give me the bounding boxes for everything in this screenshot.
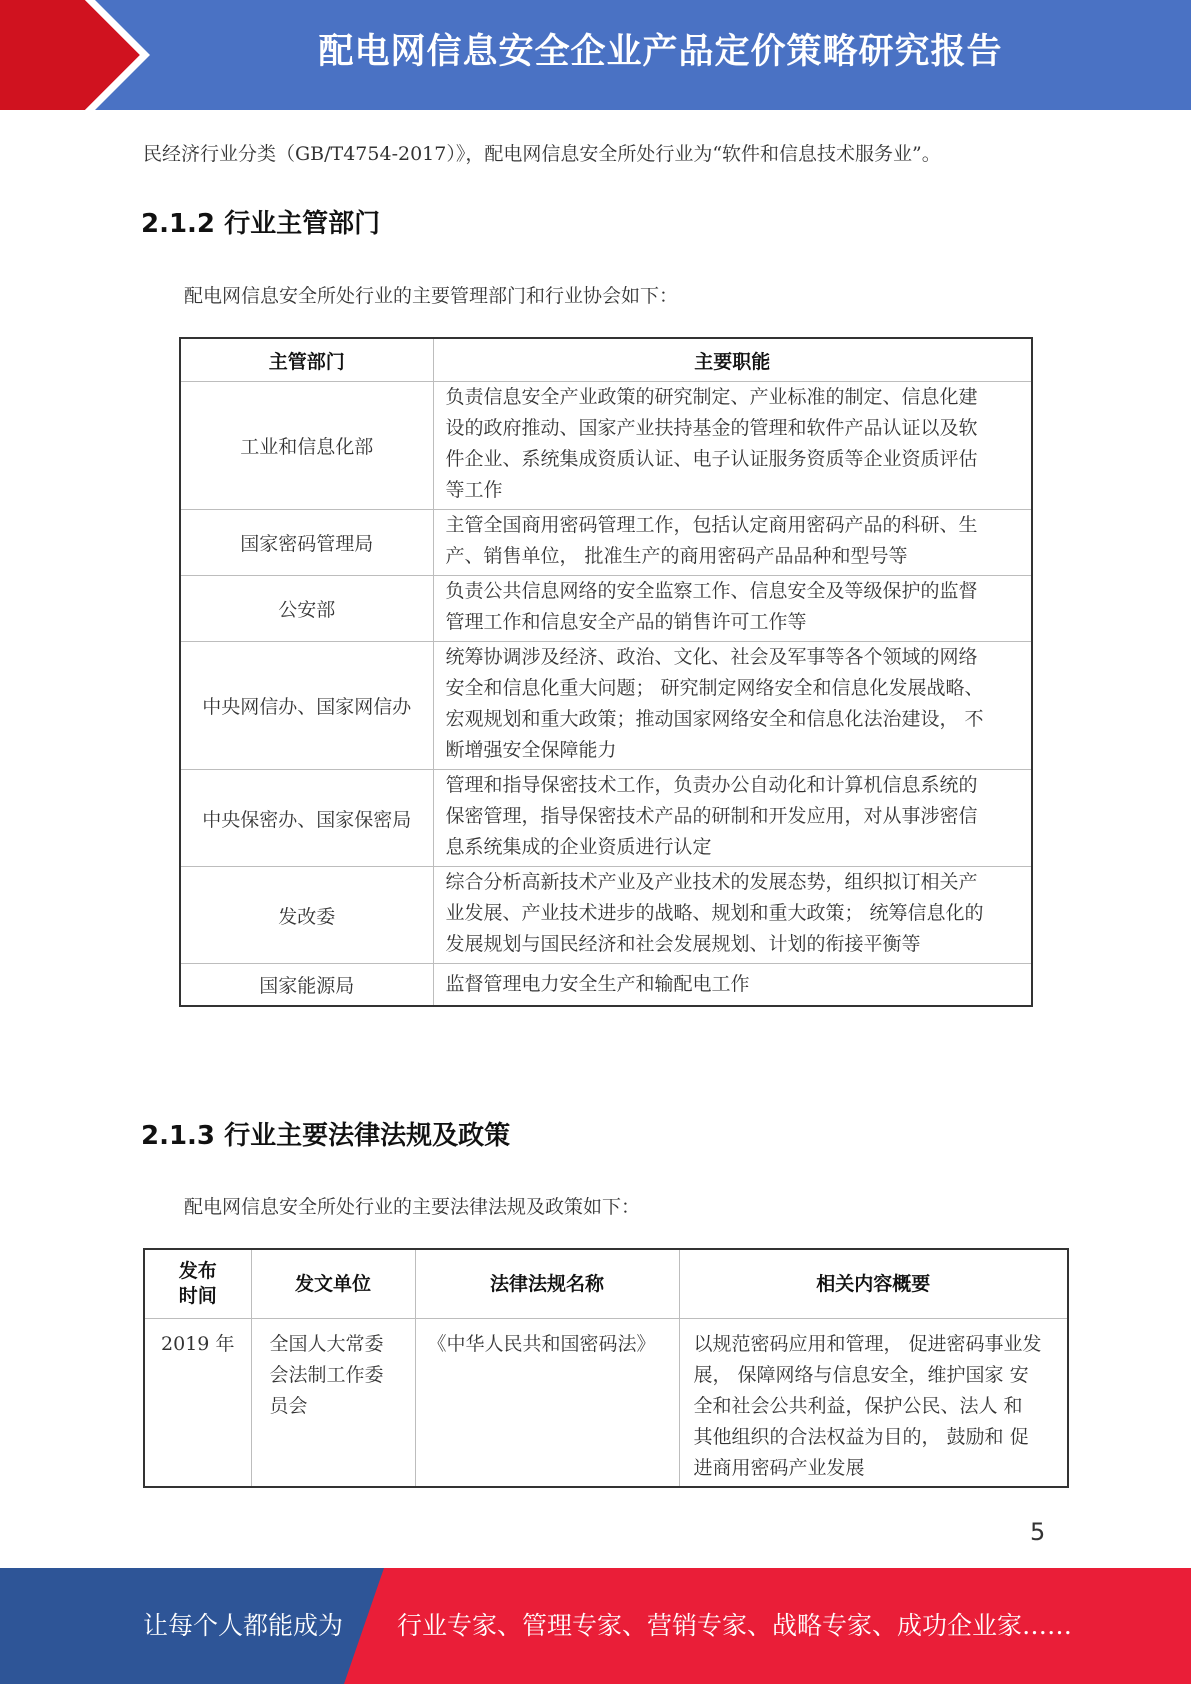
- dept-cell: 国家能源局: [180, 964, 433, 1006]
- authorities-table: [179, 337, 1033, 1007]
- issuer-line: 全国人大常委: [269, 1333, 384, 1355]
- duty-line: 设的政府推动、国家产业扶持基金的管理和软件产品认证以及软: [445, 417, 978, 439]
- section-heading-2-1-3: 2.1.3 行业主要法律法规及政策: [141, 1121, 511, 1151]
- duty-line: 管理工作和信息安全产品的销售许可工作等: [445, 611, 807, 633]
- duty-cell: [433, 642, 1032, 770]
- law-name-cell: 《中华人民共和国密码法》: [415, 1319, 679, 1488]
- footer-slogan-right: 行业专家、管理专家、营销专家、战略专家、成功企业家……: [397, 1611, 1073, 1640]
- table-row: [180, 964, 1032, 1006]
- summary-line: 其他组织的合法权益为目的， 鼓励和 促: [693, 1426, 1029, 1448]
- page-footer: [0, 1568, 1191, 1684]
- footer-slogan-left: 让每个人都能成为: [143, 1611, 344, 1640]
- duty-cell: [433, 576, 1032, 642]
- duty-line: 综合分析高新技术产业及产业技术的发展态势，组织拟订相关产: [445, 871, 978, 893]
- table-header-row: [144, 1249, 1068, 1319]
- duty-cell: [433, 867, 1032, 964]
- column-header-time: [144, 1249, 251, 1319]
- table-row: [144, 1319, 1068, 1488]
- table-row: [180, 382, 1032, 510]
- summary-line: 以规范密码应用和管理， 促进密码事业发: [693, 1333, 1042, 1355]
- duty-line: 发展规划与国民经济和社会发展规划、计划的衔接平衡等: [445, 933, 921, 955]
- column-header-issuer: [251, 1249, 415, 1319]
- issuer-cell: [251, 1319, 415, 1488]
- table-row: [180, 576, 1032, 642]
- duty-line: 等工作: [445, 479, 503, 501]
- duty-line: 监督管理电力安全生产和输配电工作: [445, 972, 750, 995]
- duty-cell: [433, 382, 1032, 510]
- summary-line: 进商用密码产业发展: [693, 1457, 865, 1479]
- issuer-line: 会法制工作委: [269, 1364, 384, 1386]
- duty-cell: [433, 964, 1032, 1006]
- dept-cell: 发改委: [180, 867, 433, 964]
- duty-line: 统筹协调涉及经济、政治、文化、社会及军事等各个领域的网络: [445, 646, 978, 668]
- column-header-duty: 主要职能: [433, 338, 1032, 382]
- duty-line: 业发展、产业技术进步的战略、规划和重大政策； 统筹信息化的: [445, 902, 984, 924]
- duty-cell: [433, 510, 1032, 576]
- header-red-chevron: [0, 0, 150, 110]
- summary-line: 展， 保障网络与信息安全，维护国家 安: [693, 1364, 1029, 1386]
- time-cell: 2019 年: [144, 1319, 251, 1488]
- column-header-summary: [679, 1249, 1068, 1319]
- intro-line: 民经济行业分类（GB/T4754-2017）》，配电网信息安全所处行业为“软件和信息技术服务业”。: [143, 143, 941, 165]
- issuer-line: 员会: [269, 1395, 308, 1417]
- dept-cell: 国家密码管理局: [180, 510, 433, 576]
- duty-line: 负责信息安全产业政策的研究制定、产业标准的制定、信息化建: [445, 386, 978, 408]
- duty-line: 产、销售单位， 批准生产的商用密码产品品种和型号等: [445, 545, 908, 567]
- section-2-1-2-intro: 配电网信息安全所处行业的主要管理部门和行业协会如下：: [184, 285, 679, 307]
- dept-cell: 中央保密办、国家保密局: [180, 770, 433, 867]
- duty-line: 管理和指导保密技术工作，负责办公自动化和计算机信息系统的: [445, 774, 978, 796]
- table-row: [180, 770, 1032, 867]
- page-number: 5: [1030, 1518, 1046, 1546]
- duty-line: 负责公共信息网络的安全监察工作、信息安全及等级保护的监督: [445, 580, 978, 602]
- section-2-1-3-intro: 配电网信息安全所处行业的主要法律法规及政策如下：: [184, 1196, 641, 1218]
- duty-line: 保密管理，指导保密技术产品的研制和开发应用，对从事涉密信: [445, 805, 978, 827]
- laws-table: [143, 1248, 1069, 1488]
- table-row: [180, 642, 1032, 770]
- duty-line: 安全和信息化重大问题； 研究制定网络安全和信息化发展战略、: [445, 677, 984, 699]
- column-header-law: [415, 1249, 679, 1319]
- dept-cell: 中央网信办、国家网信办: [180, 642, 433, 770]
- table-header-row: [180, 338, 1032, 382]
- header-line: 时间: [178, 1285, 217, 1307]
- duty-line: 件企业、系统集成资质认证、电子认证服务资质等企业资质评估: [445, 448, 978, 470]
- header-line: 相关内容概要: [816, 1272, 931, 1295]
- dept-cell: 公安部: [180, 576, 433, 642]
- duty-line: 主管全国商用密码管理工作，包括认定商用密码产品的科研、生: [445, 514, 978, 536]
- summary-cell: [679, 1319, 1068, 1488]
- duty-line: 息系统集成的企业资质进行认定: [445, 836, 712, 858]
- dept-cell: 工业和信息化部: [180, 382, 433, 510]
- page-header: [0, 0, 1191, 110]
- summary-line: 全和社会公共利益，保护公民、法人 和: [693, 1395, 1023, 1417]
- column-header-dept: 主管部门: [180, 338, 433, 382]
- header-line: 发文单位: [294, 1272, 371, 1295]
- duty-line: 宏观规划和重大政策；推动国家网络安全和信息化法治建设， 不: [445, 708, 984, 730]
- section-heading-2-1-2: 2.1.2 行业主管部门: [141, 209, 381, 239]
- duty-line: 断增强安全保障能力: [445, 739, 617, 761]
- table-row: [180, 867, 1032, 964]
- duty-cell: [433, 770, 1032, 867]
- report-title: 配电网信息安全企业产品定价策略研究报告: [318, 32, 1003, 72]
- header-line: 法律法规名称: [489, 1272, 604, 1295]
- table-row: [180, 510, 1032, 576]
- header-line: 发布: [178, 1260, 217, 1282]
